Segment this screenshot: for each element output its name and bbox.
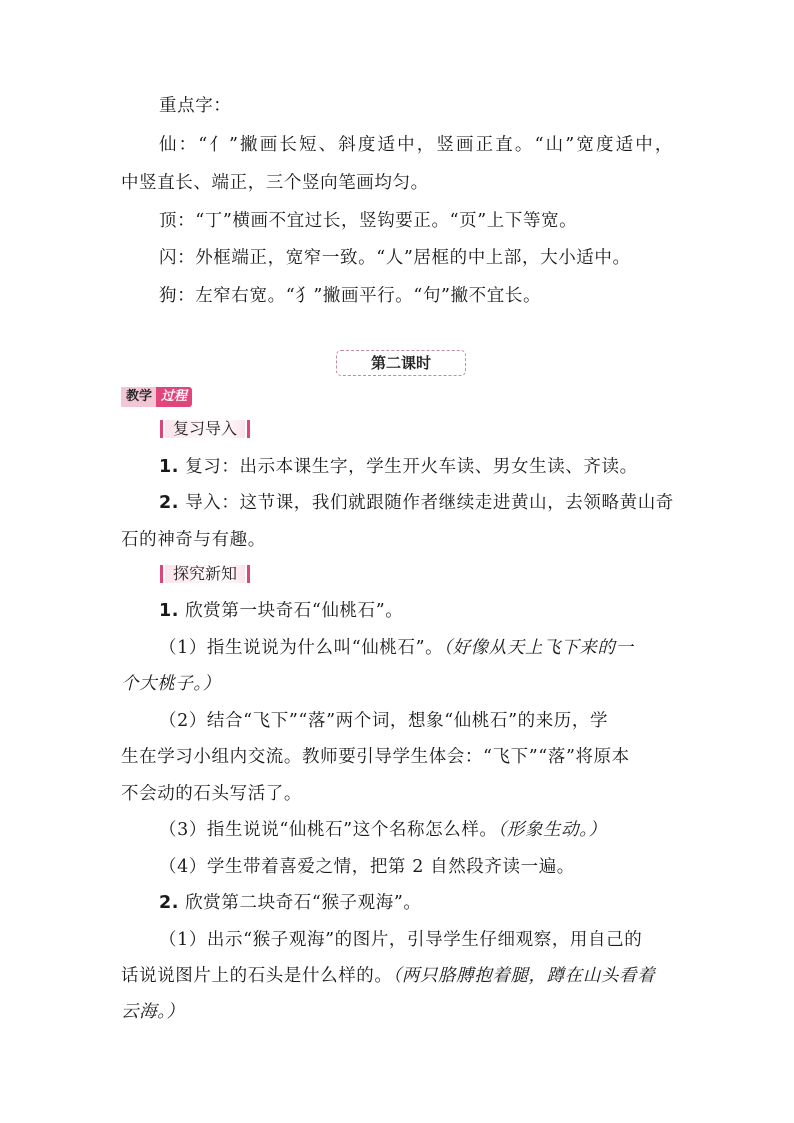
review-heading-text: 复习导入 [165, 420, 245, 438]
explore-s1-q3-answer: （形象生动。） [497, 820, 607, 840]
review-item-2-text: 导入：这节课，我们就跟随作者继续走进黄山，去领略黄山奇 [185, 493, 674, 513]
review-item-2-number: 2. [159, 493, 180, 513]
heading-bar-right [247, 420, 250, 438]
explore-s1-q1-answer-line2: 个大桃子。） [121, 674, 221, 694]
explore-s2-q1-answer-line2: 云海。） [121, 1002, 185, 1022]
explore-s1-q1-line1 [159, 636, 634, 660]
heading-bar-left [160, 420, 163, 438]
heading-bar-right [247, 565, 250, 583]
review-item-2-line2: 石的神奇与有趣。 [121, 530, 266, 550]
review-item-1-number: 1. [159, 457, 180, 477]
section-tag-label: 教学 [121, 387, 156, 407]
explore-s1-title-text: 欣赏第一块奇石“仙桃石”。 [185, 601, 404, 621]
explore-s2-number: 2. [159, 893, 180, 913]
key-char-ding: 顶：“丁”横画不宜过长，竖钩要正。“页”上下等宽。 [159, 211, 578, 231]
explore-heading-text: 探究新知 [165, 565, 245, 583]
explore-s2-q1-answer: （两只胳膊抱着腿，蹲在山头看着 [392, 966, 656, 986]
explore-s1-q2-line3: 不会动的石头写活了。 [121, 784, 302, 804]
heading-bar-left [160, 565, 163, 583]
explore-s1-q4: （4）学生带着喜爱之情，把第 2 自然段齐读一遍。 [159, 857, 575, 877]
explore-s1-q3-text: （3）指生说说“仙桃石”这个名称怎么样。 [159, 820, 498, 840]
explore-heading [160, 564, 250, 584]
explore-s2-q1-line2 [121, 964, 655, 988]
explore-s1-q1-answer: （好像从天上飞下来的一 [443, 638, 634, 658]
explore-s2-q1-text: 话说说图片上的石头是什么样的。 [121, 966, 393, 986]
review-heading [160, 419, 250, 439]
review-item-1 [159, 455, 638, 479]
explore-s1-q3 [159, 818, 607, 842]
explore-s1-q2-line2: 生在学习小组内交流。教师要引导学生体会：“飞下”“落”将原本 [121, 747, 630, 767]
explore-s2-q1-line1: （1）出示“猴子观海”的图片，引导学生仔细观察，用自己的 [159, 930, 643, 950]
key-chars-heading: 重点字： [159, 96, 232, 116]
key-char-shan: 闪：外框端正，宽窄一致。“人”居框的中上部，大小适中。 [159, 248, 631, 268]
section-tag [121, 387, 192, 407]
section-tag-badge: 过程 [156, 387, 192, 407]
review-item-2-line1 [159, 491, 674, 515]
explore-s2-title-text: 欣赏第二块奇石“猴子观海”。 [185, 893, 422, 913]
lesson-title: 第二课时 [336, 350, 466, 376]
key-char-xian-line2: 中竖直长、端正，三个竖向笔画均匀。 [121, 173, 429, 193]
explore-s2-title [159, 891, 422, 915]
key-char-gou: 狗：左窄右宽。“犭”撇画平行。“句”撇不宜长。 [159, 286, 542, 306]
key-char-xian-line1: 仙：“亻”撇画长短、斜度适中，竖画正直。“山”宽度适中， [159, 135, 673, 155]
explore-s1-q1-text: （1）指生说说为什么叫“仙桃石”。 [159, 638, 444, 658]
explore-s1-title [159, 599, 403, 623]
review-item-1-text: 复习：出示本课生字，学生开火车读、男女生读、齐读。 [185, 457, 638, 477]
explore-s1-number: 1. [159, 601, 180, 621]
explore-s1-q2-line1: （2）结合“飞下”“落”两个词，想象“仙桃石”的来历，学 [159, 711, 609, 731]
